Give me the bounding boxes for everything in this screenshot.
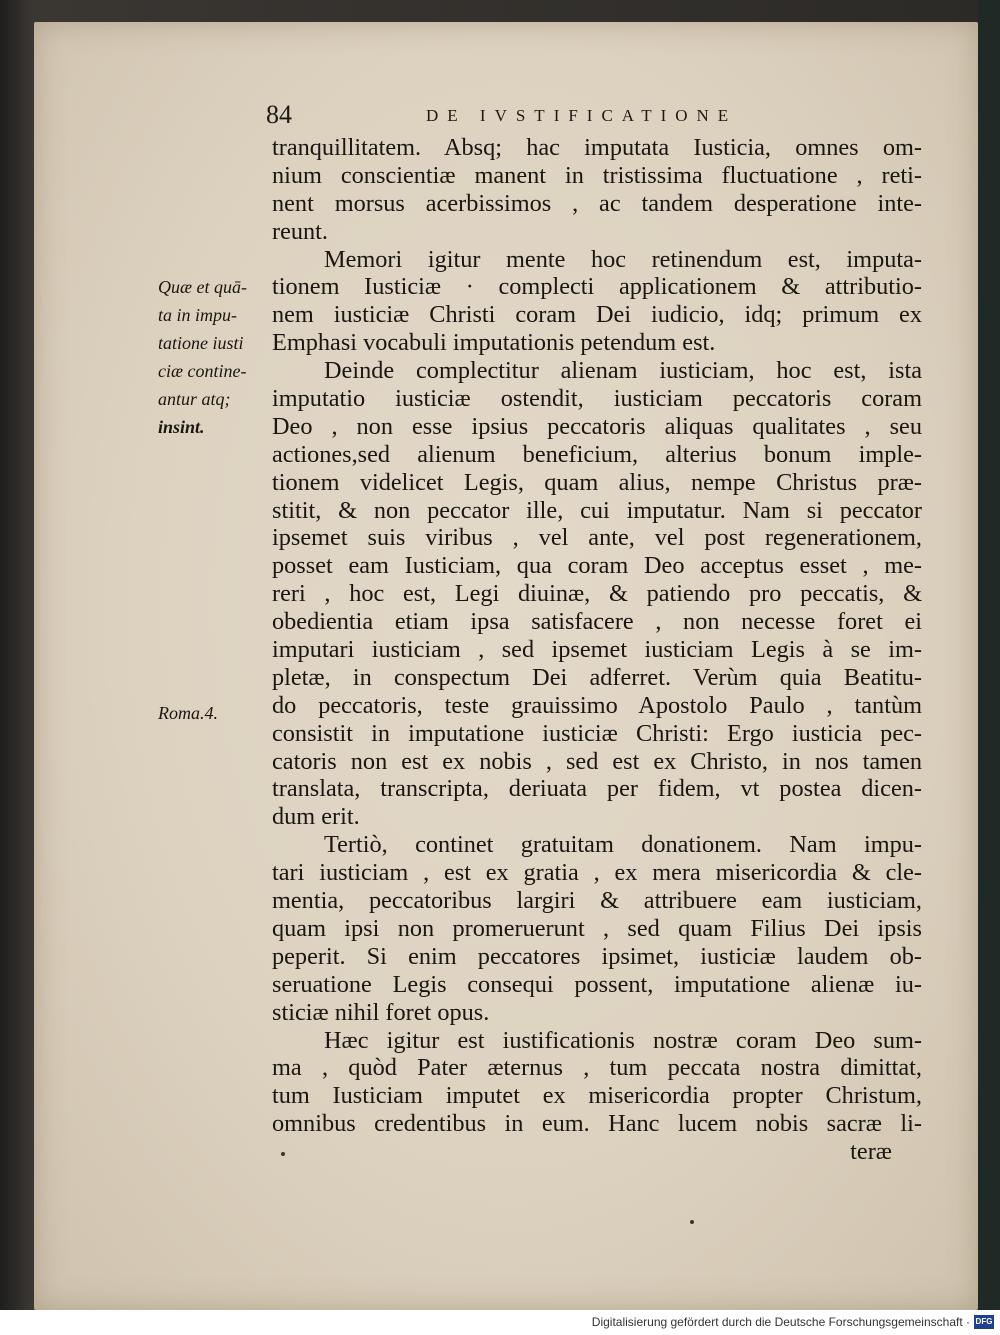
margin-note-1 [158, 274, 270, 441]
text-line: nium conscientiæ manent in tristissima fluctuatione , reti- [272, 161, 922, 189]
margin-note-line: Roma.4. [158, 703, 218, 723]
text-line: nem iusticiæ Christi coram Dei iudicio, idq; primum ex [272, 301, 922, 329]
text-line: sticiæ nihil foret opus. [272, 998, 490, 1026]
text-line: Hæc igitur est iustificationis nostræ coram Deo sum- [324, 1026, 922, 1054]
text-line: posset eam Iusticiam, qua coram Deo acceptus esset , me- [272, 552, 922, 580]
text-line: tum Iusticiam imputet ex misericordia propter Christum, [272, 1082, 922, 1110]
text-line: translata, transcripta, deriuata per fidem, vt postea dicen- [272, 775, 922, 803]
ink-speck [281, 1152, 285, 1156]
text-line: consistit in imputatione iusticiæ Christi: Ergo iusticia pec- [272, 719, 922, 747]
text-line: ma , quòd Pater æternus , tum peccata nostra dimittat, [272, 1054, 922, 1082]
text-line: dum erit. [272, 803, 360, 831]
text-line: omnibus credentibus in eum. Hanc lucem nobis sacræ li- [272, 1110, 922, 1138]
margin-note-line: ta in impu- [158, 304, 237, 325]
ink-speck [690, 1220, 694, 1224]
text-line: tionem Iusticiæ · complecti applicationem & attributio- [272, 273, 922, 301]
text-line: Memori igitur mente hoc retinendum est, imputa- [324, 245, 922, 273]
page-number: 84 [266, 100, 292, 129]
text-line: stitit, & non peccator ille, cui imputatur. Nam si peccator [272, 496, 922, 524]
margin-note-line: Quæ et quā- [158, 277, 247, 297]
text-line: Deinde complectitur alienam iusticiam, hoc est, ista [324, 357, 922, 385]
text-line: mentia, peccatoribus largiri & attribuere eam iusticiam, [272, 887, 922, 915]
footer-bar [0, 1310, 1000, 1335]
text-line: reunt. [272, 217, 328, 245]
margin-note-line: insint. [158, 416, 205, 437]
dfg-logo: DFG [974, 1315, 994, 1329]
margin-note-line: ciæ contine- [158, 360, 247, 381]
text-line: imputatio iusticiæ ostendit, iusticiam peccatoris coram [272, 385, 922, 413]
text-line: ipsemet suis viribus , vel ante, vel post regenerationem, [272, 524, 922, 552]
text-line: Tertiò, continet gratuitam donationem. Nam impu- [324, 831, 922, 859]
text-line: tranquillitatem. Absq; hac imputata Iusticia, omnes om- [272, 134, 922, 161]
catchword: teræ [850, 1138, 892, 1166]
text-line: do peccatoris, teste grauissimo Apostolo Paulo , tantùm [272, 691, 922, 719]
text-line: pletæ, in conspectum Dei adferret. Verùm quia Beatitu- [272, 663, 922, 691]
page-header [266, 100, 816, 134]
text-line: reri , hoc est, Legi diuinæ, & patiendo pro peccatis, & [272, 580, 922, 608]
margin-note-line: tatione iusti [158, 332, 244, 353]
text-line: imputari iusticiam , sed ipsemet iusticiam Legis à se im- [272, 636, 922, 664]
text-line: tionem videlicet Legis, quam alius, nempe Christus præ- [272, 468, 922, 496]
text-line: quam ipsi non promeruerunt , sed quam Filius Dei ipsis [272, 914, 922, 942]
margin-note-line: antur atq; [158, 388, 231, 409]
body-text [272, 134, 922, 1166]
text-line: nent morsus acerbissimos , ac tandem desperatione inte- [272, 189, 922, 217]
text-line: Deo , non esse ipsius peccatoris aliquas qualitates , seu [272, 412, 922, 440]
running-title: DE IVSTIFICATIONE [426, 106, 738, 125]
text-line: seruatione Legis consequi possent, imputatione alienæ iu- [272, 970, 922, 998]
funding-credit: Digitalisierung gefördert durch die Deutsche Forschungsgemeinschaft · [591, 1315, 970, 1329]
text-line: peperit. Si enim peccatores ipsimet, iusticiæ laudem ob- [272, 942, 922, 970]
text-line: tari iusticiam , est ex gratia , ex mera misericordia & cle- [272, 859, 922, 887]
margin-note-2 [158, 700, 270, 728]
text-line: actiones,sed alienum beneficium, alterius bonum imple- [272, 440, 922, 468]
text-line: Emphasi vocabuli imputationis petendum est. [272, 329, 716, 357]
text-line: catoris non est ex nobis , sed est ex Christo, in nos tamen [272, 747, 922, 775]
text-line: obedientia etiam ipsa satisfacere , non necesse foret ei [272, 608, 922, 636]
book-cover-edge [978, 0, 1000, 1310]
